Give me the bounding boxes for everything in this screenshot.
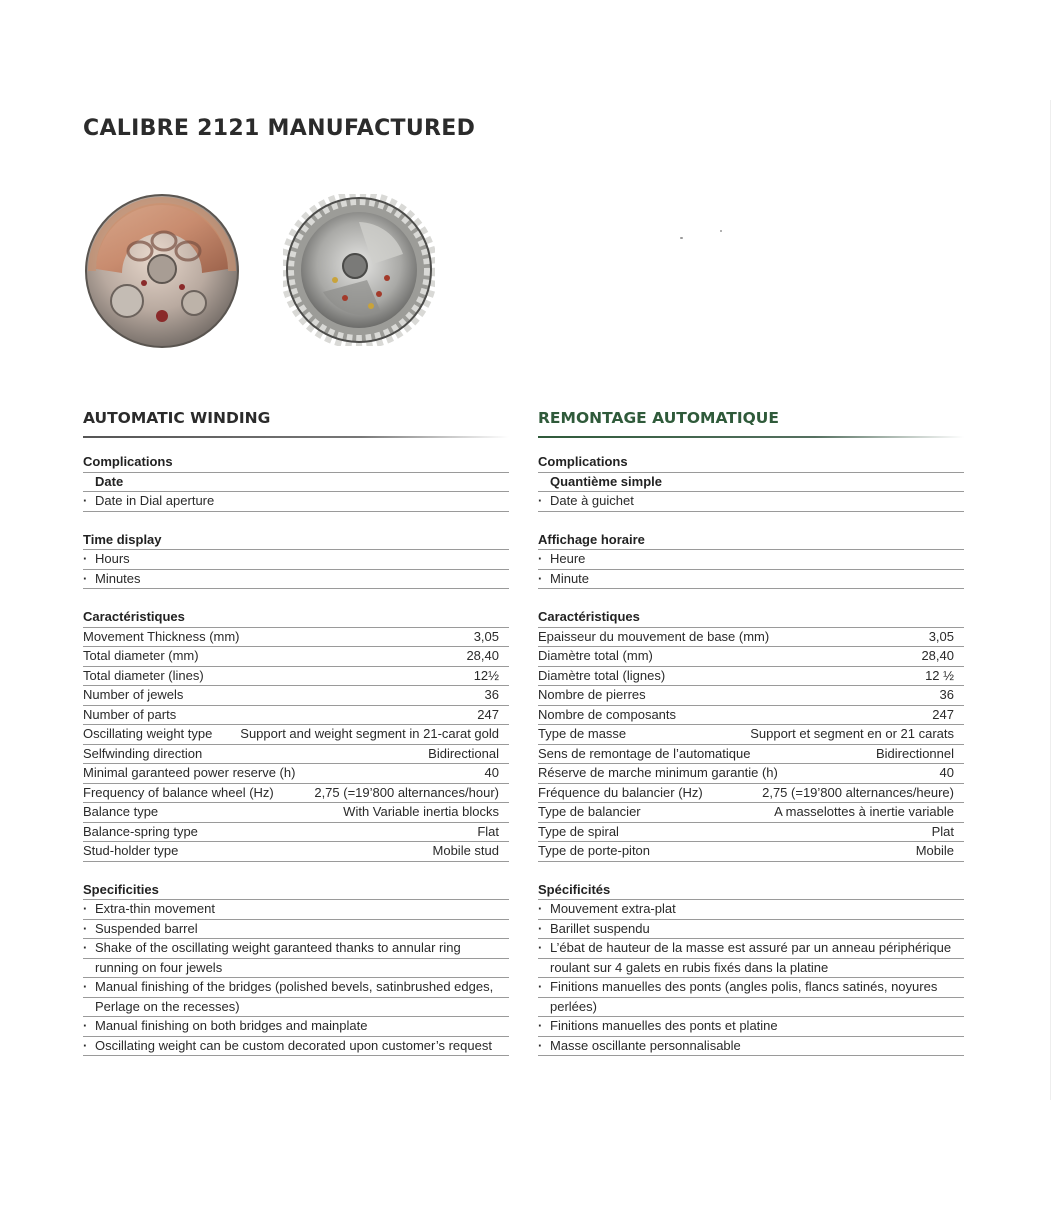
table-row: Selfwinding direction Bidirectional	[83, 745, 509, 765]
complications-sub: Date	[83, 473, 509, 493]
list-item: · Finitions manuelles des ponts et platine	[538, 1017, 778, 1036]
complications-sub: Quantième simple	[538, 473, 964, 493]
table-row: Stud-holder type Mobile stud	[83, 842, 509, 862]
list-item: · Extra-thin movement	[83, 900, 215, 919]
complications-label: Complications	[538, 453, 964, 473]
english-column	[83, 404, 509, 1075]
specificities-section	[538, 881, 964, 1057]
list-item: · Barillet suspendu	[538, 920, 650, 939]
table-row: Type de balancier A masselottes à inertie variable	[538, 803, 964, 823]
specificities-label: Spécificités	[538, 881, 964, 901]
complications-section	[538, 453, 964, 512]
table-row: Balance type With Variable inertia blocks	[83, 803, 509, 823]
table-row: Total diameter (mm) 28,40	[83, 647, 509, 667]
list-item: · Date in Dial aperture	[83, 492, 214, 511]
heading-rule	[538, 436, 964, 438]
scan-speck	[720, 230, 722, 232]
list-item: · Suspended barrel	[83, 920, 198, 939]
time-display-label: Affichage horaire	[538, 531, 964, 551]
table-row: Type de spiral Plat	[538, 823, 964, 843]
scan-speck	[680, 237, 683, 239]
table-row: Nombre de composants 247	[538, 706, 964, 726]
complications-section	[83, 453, 509, 512]
table-row: Number of jewels 36	[83, 686, 509, 706]
complications-label: Complications	[83, 453, 509, 473]
table-row: Réserve de marche minimum garantie (h) 40	[538, 764, 964, 784]
list-item: · Manual finishing on both bridges and mainplate	[83, 1017, 367, 1036]
table-row: Type de masse Support et segment en or 21 carats	[538, 725, 964, 745]
table-row: Frequency of balance wheel (Hz) 2,75 (=19’800 alternances/hour)	[83, 784, 509, 804]
table-row: Sens de remontage de l’automatique Bidirectionnel	[538, 745, 964, 765]
characteristics-section	[83, 608, 509, 862]
list-item: · Shake of the oscillating weight garanteed thanks to annular ring running on four jewels	[83, 939, 509, 978]
french-column	[538, 404, 964, 1075]
table-row: Number of parts 247	[83, 706, 509, 726]
table-row: Total diameter (lines) 12½	[83, 667, 509, 687]
characteristics-label: Caractéristiques	[83, 608, 509, 628]
table-row: Minimal garanteed power reserve (h) 40	[83, 764, 509, 784]
list-item: · Date à guichet	[538, 492, 634, 511]
list-item: · Manual finishing of the bridges (polished bevels, satinbrushed edges, Perlage on the recesses)	[83, 978, 509, 1017]
list-item: · Oscillating weight can be custom decorated upon customer’s request	[83, 1037, 492, 1056]
movement-back-photo	[283, 194, 435, 346]
page-edge	[1050, 100, 1051, 1100]
table-row: Diamètre total (mm) 28,40	[538, 647, 964, 667]
table-row: Type de porte-piton Mobile	[538, 842, 964, 862]
time-display-section	[83, 531, 509, 590]
characteristics-label: Caractéristiques	[538, 608, 964, 628]
specificities-label: Specificities	[83, 881, 509, 901]
list-item: · Mouvement extra-plat	[538, 900, 676, 919]
heading-rule	[83, 436, 509, 438]
table-row: Balance-spring type Flat	[83, 823, 509, 843]
table-row: Fréquence du balancier (Hz) 2,75 (=19’800 alternances/heure)	[538, 784, 964, 804]
characteristics-section	[538, 608, 964, 862]
list-item: · L’ébat de hauteur de la masse est assuré par un anneau périphérique roulant sur 4 galets en rubis fixés dans la platine	[538, 939, 964, 978]
table-row: Oscillating weight type Support and weight segment in 21-carat gold	[83, 725, 509, 745]
table-row: Nombre de pierres 36	[538, 686, 964, 706]
list-item: · Hours	[83, 550, 130, 569]
time-display-label: Time display	[83, 531, 509, 551]
page-title: CALIBRE 2121 MANUFACTURED	[83, 116, 476, 141]
specificities-section	[83, 881, 509, 1057]
table-row: Movement Thickness (mm) 3,05	[83, 628, 509, 648]
time-display-section	[538, 531, 964, 590]
list-item: · Minutes	[83, 570, 141, 589]
movement-front-photo	[82, 191, 242, 351]
table-row: Diamètre total (lignes) 12 ½	[538, 667, 964, 687]
list-item: · Minute	[538, 570, 589, 589]
list-item: · Finitions manuelles des ponts (angles polis, flancs satinés, noyures perlées)	[538, 978, 964, 1017]
section-heading-fr: REMONTAGE AUTOMATIQUE	[538, 409, 779, 427]
list-item: · Masse oscillante personnalisable	[538, 1037, 741, 1056]
table-row: Epaisseur du mouvement de base (mm) 3,05	[538, 628, 964, 648]
section-heading-en: AUTOMATIC WINDING	[83, 409, 271, 427]
list-item: · Heure	[538, 550, 585, 569]
